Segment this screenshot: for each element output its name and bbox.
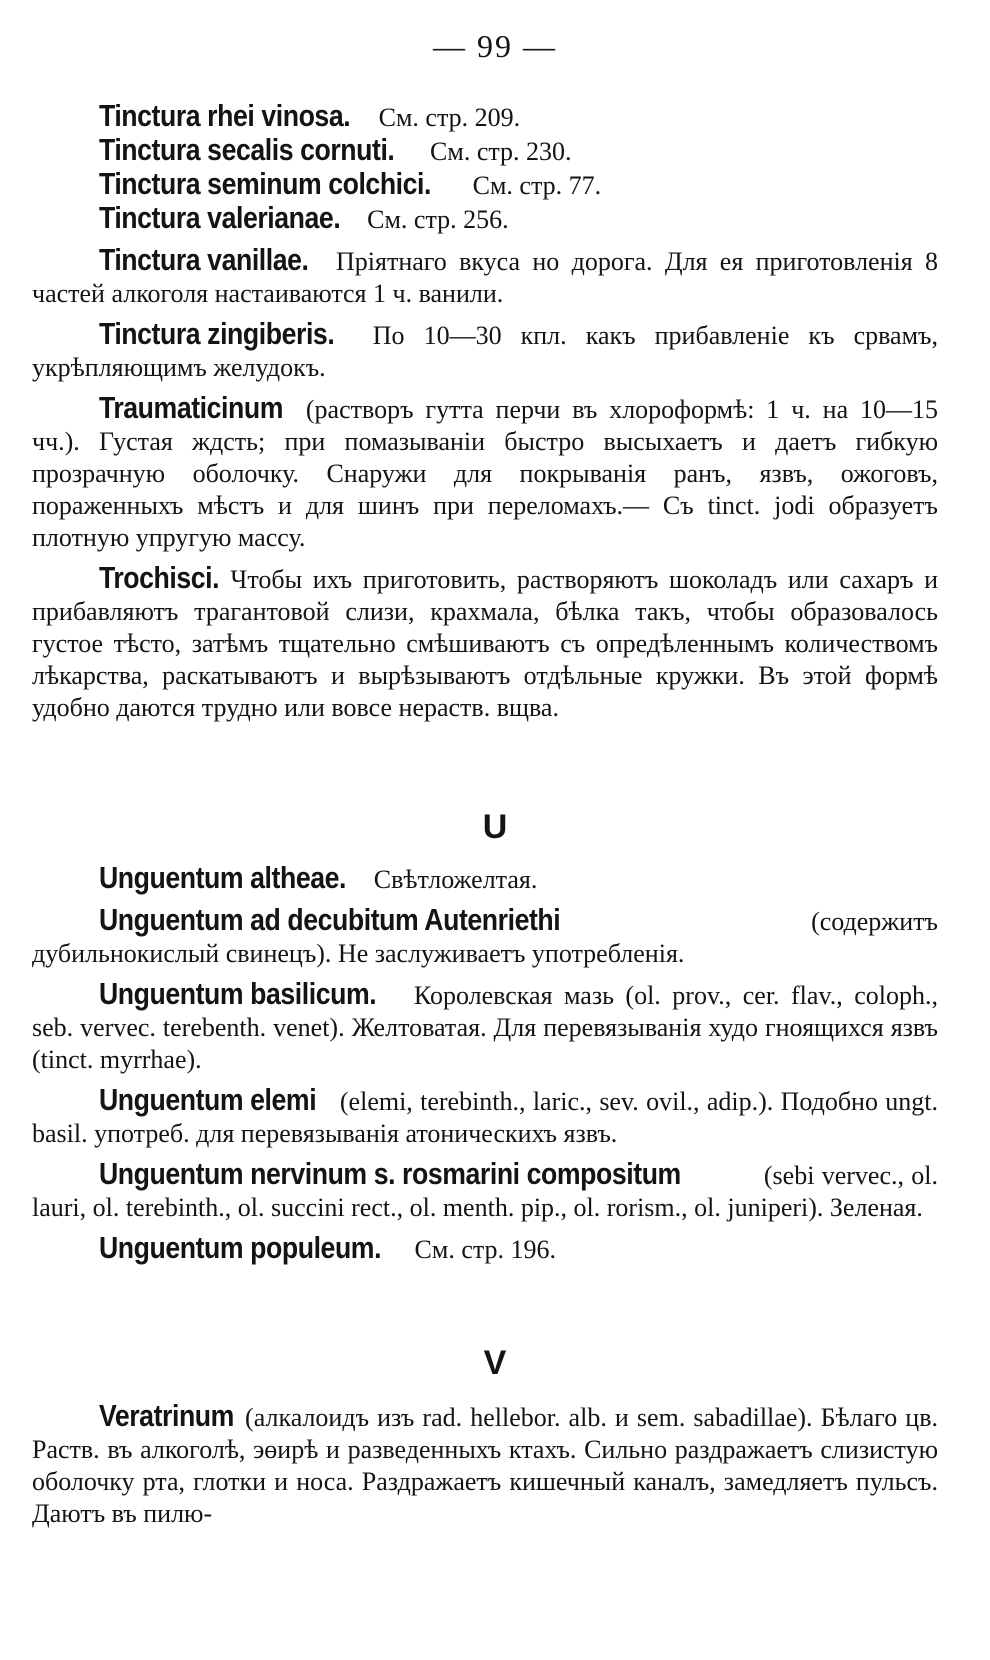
- entry-tinctura-valerianae: [32, 202, 938, 236]
- section-letter-u: U: [482, 808, 508, 846]
- entry-tinctura-colchici: [32, 168, 938, 202]
- entry-heading: Unguentum altheae.: [98, 860, 347, 895]
- entry-text: См. стр. 230.: [423, 137, 572, 166]
- entry-tinctura-zingiberis: [32, 318, 938, 384]
- section-letter-v: V: [483, 1344, 507, 1382]
- entry-trochisci: [32, 562, 938, 724]
- entry-heading: Tinctura secalis cornuti.: [98, 132, 395, 167]
- entry-text: Королевская мазь (ol. prov., cer. flav., coloph., seb. vervec. terebenth. venet). Желтоватая. Для перевязыванія худо гноящихся язвъ (tinct. myrrhae).: [32, 981, 938, 1074]
- entry-text: Пріятнаго вкуса но дорога. Для ея приготовленія 8 частей алкоголя настаиваются 1 ч. ванили.: [32, 247, 938, 308]
- entry-heading: Unguentum nervinum s. rosmarini compositum: [98, 1156, 681, 1191]
- section-v-entries: [32, 1400, 938, 1530]
- entry-text: См. стр. 209.: [372, 103, 521, 132]
- entry-traumaticinum: [32, 392, 938, 554]
- entry-text: (elemi, terebinth., laric., sev. ovil., adip.). Подобно ungt. basil. употреб. для перевязыванія атоническихъ язвъ.: [32, 1087, 938, 1148]
- entry-unguentum-elemi: [32, 1084, 938, 1150]
- entry-veratrinum: [32, 1400, 938, 1530]
- entry-heading: Unguentum ad decubitum Autenriethi: [98, 902, 561, 937]
- entry-heading: Tinctura zingiberis.: [98, 316, 335, 351]
- entry-heading: Trochisci.: [98, 560, 220, 595]
- entry-text: См. стр. 196.: [408, 1235, 557, 1264]
- entry-text: (растворъ гутта перчи въ хлороформѣ: 1 ч. на 10—15 чч.). Густая ждсть; при помазываніи быстро высыхаетъ и даетъ гибкую прозрачную оболочку. Снаружи для покрыванія ранъ, язвъ, ожоговъ, пораженныхъ мѣстъ и для шинъ при переломахъ.— Съ tinct. jodi образуетъ плотную упругую массу.: [32, 395, 938, 552]
- section-t-entries: [32, 100, 938, 724]
- entry-heading: Tinctura valerianae.: [98, 200, 341, 235]
- entry-tinctura-rhei: [32, 100, 938, 134]
- entry-text: По 10—30 кпл. какъ прибавленіе къ срвамъ, укрѣпляющимъ желудокъ.: [32, 321, 938, 382]
- entry-text: Свѣтложелтая.: [367, 865, 538, 894]
- entry-tinctura-secalis: [32, 134, 938, 168]
- entry-heading: Unguentum basilicum.: [98, 976, 377, 1011]
- entry-heading: Veratrinum: [98, 1398, 234, 1433]
- entry-unguentum-populeum: [32, 1232, 938, 1266]
- entry-text: (содержитъ дубильнокислый свинецъ). Не заслуживаетъ употребленія.: [32, 907, 938, 968]
- entry-heading: Tinctura rhei vinosa.: [98, 98, 351, 133]
- entry-unguentum-nervinum: [32, 1158, 938, 1224]
- entry-heading: Tinctura vanillae.: [98, 242, 309, 277]
- entry-unguentum-decubitum: [32, 904, 938, 970]
- entry-heading: Traumaticinum: [98, 390, 284, 425]
- entry-text: (sebi vervec., ol. lauri, ol. terebinth., ol. succini rect., ol. menth. pip., ol. rorism., ol. juniperi). Зеленая.: [32, 1161, 938, 1222]
- entry-heading: Unguentum populeum.: [98, 1230, 382, 1265]
- entry-heading: Unguentum elemi: [98, 1082, 317, 1117]
- entry-unguentum-altheae: [32, 862, 938, 896]
- entry-text: См. стр. 256.: [360, 205, 509, 234]
- entry-tinctura-vanillae: [32, 244, 938, 310]
- page-number: — 99 —: [433, 28, 557, 64]
- section-u-entries: [32, 862, 938, 1266]
- entry-text: См. стр. 77.: [466, 171, 602, 200]
- entry-unguentum-basilicum: [32, 978, 938, 1076]
- entry-text: Чтобы ихъ приготовить, растворяютъ шоколадъ или сахаръ и прибавляютъ трагантовой слизи, крахмала, бѣлка такъ, чтобы образовалось густое тѣсто, затѣмъ тщательно смѣшиваютъ съ опредѣленнымъ количествомъ лѣкарства, раскатываютъ и вырѣзываютъ отдѣльные кружки. Въ этой формѣ удобно даются трудно или вовсе нераств. вщва.: [32, 565, 938, 722]
- entry-heading: Tinctura seminum colchici.: [98, 166, 432, 201]
- entry-text: (алкалоидъ изъ rad. hellebor. alb. и sem. sabadillae). Бѣлаго цв. Раств. въ алкоголѣ, эөирѣ и разведенныхъ ктахъ. Сильно раздражаетъ слизистую оболочку рта, глотки и носа. Раздражаетъ кишечный каналъ, замедляетъ пульсъ. Даютъ въ пилю-: [32, 1403, 938, 1528]
